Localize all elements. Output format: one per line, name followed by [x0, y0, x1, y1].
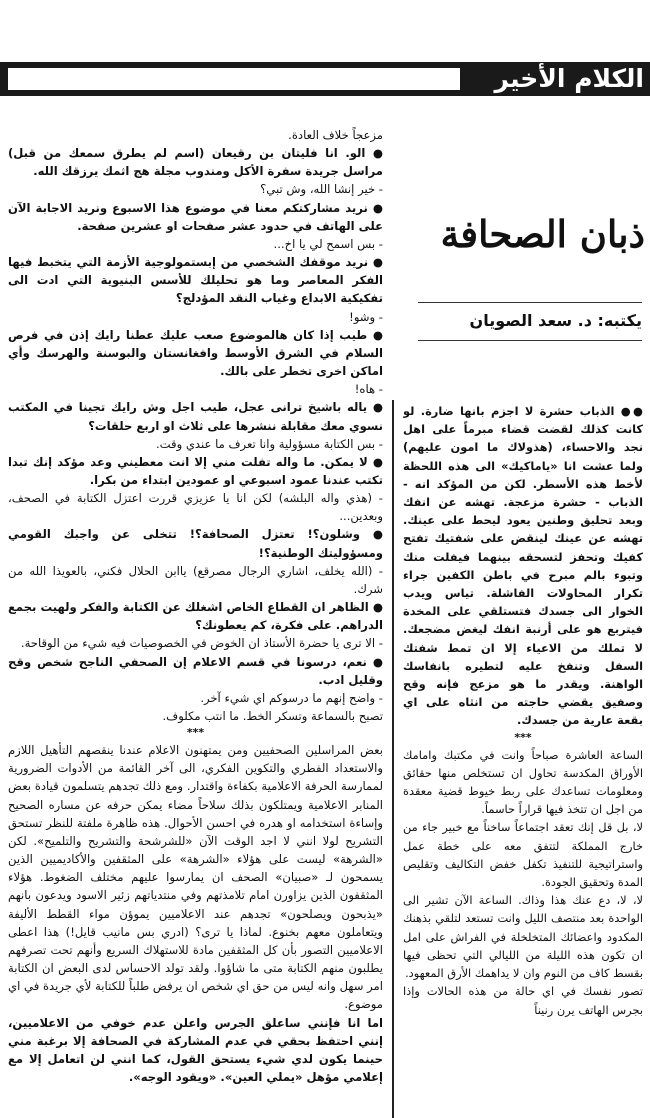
- paragraph: تصبح بالسماعة وتسكر الخط. ما انتب مكلوف.: [162, 709, 383, 723]
- paragraph: تصور نفسك في اي حالة من هذه الحالات وإذا بجرس الهاتف يرن رنيناً: [403, 984, 643, 1017]
- paragraph: - هاه!: [354, 382, 383, 397]
- paragraph: لا، بل قل إنك تعقد اجتماعاً ساخناً مع خبير جاء من خارج المملكة لتتفق معه على خطة عمل واستراتيجية للتنفيذ تكفل خفض التكاليف وتقليص المدة وتحقيق الجودة.: [403, 820, 643, 890]
- section-title: الكلام الأخير: [494, 64, 644, 93]
- paragraph: - بس الكتابة مسؤولية وانا تعرف ما عندي وقت.: [155, 436, 383, 451]
- paragraph: ● نعم، درسونا في قسم الاعلام إن الصحفي الناجح شخص وقح وقليل ادب.: [8, 654, 383, 687]
- header-band-inset: [8, 68, 460, 90]
- article-right-column: [403, 402, 643, 1116]
- paragraph: - واضح إنهم ما درسوكم اي شيء آخر.: [200, 690, 383, 705]
- paragraph: اما انا فإنني ساعلق الجرس واعلن عدم خوفي من الاعلاميين، إنني احتفظ بحقي في عدم المشاركة في الصحافة إلا برغبة مني حينما يكون لدي شيء يستحق القول، كما انني لن اتعامل إلا مع إعلامي مؤهل «يملي العين». «ويقود الوجه».: [8, 1015, 383, 1084]
- byline-rule-bottom: [418, 340, 642, 341]
- paragraph: ●● الذباب حشرة لا اجزم بانها ضارة. لو كانت كذلك لقضت قضاء مبرماً على اهل نجد والاحساء، (هذولاك ما امون عليهم) ولما عشت انا «ياماكيك» الى هذه اللحظة لأخط هذه الأسطر. لكن من المؤكد انه - الذباب - حشرة مزعجة. تهشه عن انفك وبعد تحليق وطنين يعود ليحط على عينك. تهشه عن عينك لينقض على شفتيك تفتح كفيك وتحفز لتسحقه بينهما فيفلت منك وتبوء بالم مبرح في باطن الكفين جراء تكرار المحاولات الفاشلة. تياس ويدب الخوار الى جسدك فتستلقي على المخدة فيتربع هو على أرنبة انفك ليغض مضجعك. لا تملك من الاعياء إلا ان تمط شفتك السفل وتنفخ عليه لتطيره بانفاسك الواهنة. ويقدر ما هو مزعج فإنه وقح وصفيق يقضي حاجته من انثاه على اي بقعة عارية من جسدك.: [403, 404, 643, 728]
- paragraph: ● طيب إذا كان هالموضوع صعب عليك عطنا رايك إذن في فرص السلام في الشرق الأوسط وافغانستان والبوسنة والهرسك وأي اماكن اخرى تخطر على بالك.: [8, 327, 383, 379]
- paragraph: - الا ترى يا حضرة الأستاذ ان الخوض في الخصوصيات فيه شيء من الوقاحة.: [20, 636, 383, 651]
- paragraph: ● نريد موقفك الشخصي من إبستمولوجية الأزمة التي يتخبط فيها الفكر المعاصر وما هو تحليلك للأسس البنيوية التي ادت الى تفكيكية الابداع وغياب النقد المؤدلج؟: [8, 255, 383, 306]
- column-divider: [392, 400, 394, 1118]
- paragraph: - بس اسمح لي يا اخ...: [273, 236, 383, 251]
- paragraph: - وشو!: [349, 309, 383, 324]
- article-left-column: [8, 126, 383, 1116]
- paragraph: ● وشلون؟! تعتزل الصحافة؟! تتخلى عن واجبك القومي ومسؤوليتك الوطنية؟!: [8, 527, 383, 560]
- paragraph: ● نريد مشاركتكم معنا في موضوع هذا الاسبوع ونريد الاجابة الآن على الهاتف في حدود عشر صفحات او عشرين صفحة.: [8, 200, 383, 233]
- paragraph: - (الله يخلف، اشاري الرجال مصرقع) ياابن الحلال فكني، بالعويذا الله من شرك.: [8, 563, 383, 596]
- paragraph: ● ياله باشيخ ترانى عجل، طيب اجل وش رايك تجينا في المكتب نسوي معك مقابلة ننشرها على ثلاث او اربع حلقات؟: [8, 400, 383, 433]
- paragraph: - خير إنشا الله، وش تبي؟: [260, 182, 383, 197]
- byline-rule-top: [418, 302, 642, 303]
- paragraph: - (هذي واله البلشه) لكن انا يا عزيزي قررت اعتزل الكتابة في الصحف، وبعدين...: [8, 491, 383, 524]
- article-byline: يكتبه: د. سعد الصويان: [469, 311, 642, 330]
- paragraph: الساعة العاشرة صباحاً وانت في مكتبك وامامك الأوراق المكدسة تحاول ان تستخلص منها حقائق ومعلومات تساعدك على ربط خيوط قضية معقدة من اجل ان تتخذ فيها قراراً حاسماً.: [403, 747, 643, 817]
- paragraph: ● لا يمكن. ما واله تفلت مني إلا انت معطيني وعد مؤكد إنك تبدا تكتب عندنا عمود اسبوعي او عمودين ابتداء من بكرا.: [8, 454, 383, 487]
- paragraph: مزعجاً خلاف العادة.: [288, 128, 383, 142]
- paragraph: بعض المراسلين الصحفيين ومن يمتهنون الاعلام عندنا ينقصهم التأهيل اللازم والاستعداد الفطري والتكوين الفكري، الى آخر القائمة من الأدوات الضرورية لممارسة الحرفة الاعلامية بكفاءة واقتدار. ومع ذلك تجدهم يتسلمون قيادة بعض المنابر الاعلامية ويمتلكون بذلك سلاحاً مضاء يمكن حرفه عن مساره الصحيح وإساءة استخدامه او هدره في احسن الأحوال. هذه ظاهرة ملفتة للنظر تستحق التشريح لولا انني لا اجد الوقت الآن «للشرشحة والتشريح والتلميح». لكن «الشرهة» ليست على هؤلاء «الشرهة» على المثقفين والأكاديميين الذين يسمحون لـ «صبيان» الصحف ان يمارسوا عليهم مختلف الضغوط. هؤلاء المثقفون الذين يزاورن امام تلامذتهم وفي منتدياتهم زئير الاسود ويدعون بانهم «يذبحون ويصلحون» تجدهم عند الاعلاميين يموؤن مواء القطط الأليفة ويتعاملون معهم بخنوع. لماذا يا ترى؟ (ادري بس مانيب قايل!) هذا اعطى الاعلاميين التصور بأن كل المثقفين مادة للاستهلاك السريع وأنهم تحت تصرفهم يطلبون منهم الكتابة متى ما شاؤوا. ولقد تولد الاحساس لدى البعض ان الكتابة امر سهل وانه ليس من حق اي شخص ان يرفض طلباً للكتابة لأي جريدة في اي موضوع.: [8, 743, 383, 1012]
- article-headline: ذبان الصحافة: [440, 212, 645, 256]
- section-separator: ***: [514, 730, 532, 744]
- section-separator: ***: [186, 726, 205, 740]
- paragraph: لا، لا، دع عنك هذا وذاك. الساعة الآن تشير الى الواحدة بعد منتصف الليل وانت تستعد لتلقي بذهنك المكدود واعضائك المتخلخلة في الفراش على امل ان تكون هذه الليلة من الليالي التي تحظى فيها بقسط كاف من النوم وان لا يداهمك الأرق المعهود.: [403, 893, 643, 981]
- paragraph: ● الو. انا فليتان بن رقيعان (اسم لم يطرق سمعك من قبل) مراسل جريدة سفرة الأكل ومندوب مجلة هج اثمك يرزقك الله.: [8, 146, 383, 179]
- paragraph: ● الظاهر ان القطاع الخاص اشغلك عن الكتابة والفكر ولهيت بجمع الدراهم. على فكرة، كم يعطونك؟: [8, 600, 383, 633]
